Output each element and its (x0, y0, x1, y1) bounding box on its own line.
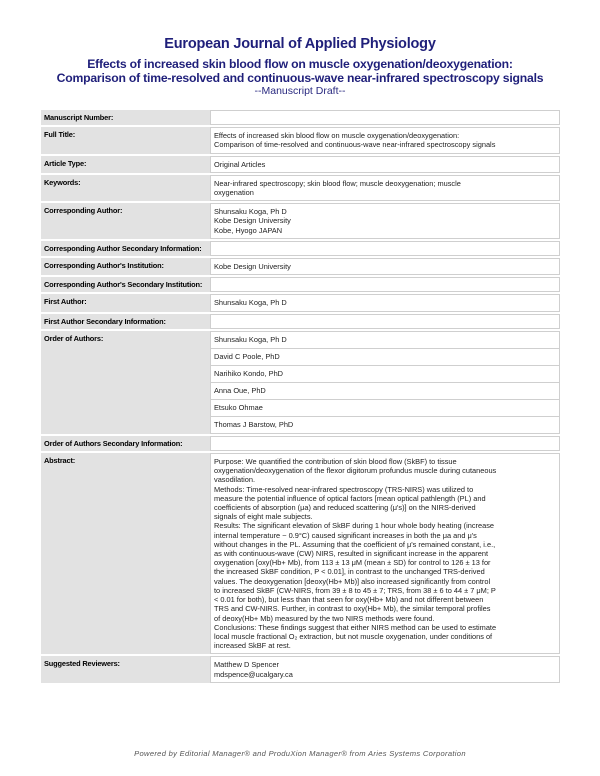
abstract-text (210, 453, 560, 654)
abstract-line: to increased SkBF (CW-NIRS, from 39 ± 8 to 45 ± 7; TRS, from 38 ± 6 to 44 ± 7 μM; P (214, 585, 496, 595)
label: Order of Authors Secondary Information: (41, 436, 210, 451)
author-item: Anna Oue, PhD (211, 383, 559, 400)
author-item: Thomas J Barstow, PhD (214, 419, 294, 429)
manuscript-info-table (41, 108, 560, 685)
article-title-line2: Comparison of time-resolved and continuous-wave near-infrared spectroscopy signals (56, 71, 544, 85)
value (210, 175, 560, 201)
value-line: Near-infrared spectroscopy; skin blood flow; muscle deoxygenation; muscle (214, 178, 461, 188)
label: Corresponding Author Secondary Information: (41, 241, 210, 256)
row-first-author (41, 294, 560, 311)
abstract-line: the increased SkBF condition, P < 0.01], in contrast to the unchanged TRS-derived (214, 567, 485, 577)
article-title-line1: Effects of increased skin blood flow on muscle oxygenation/deoxygenation: (87, 57, 513, 71)
abstract-line: TRS and CW-NIRS. Further, in contrast to oxy(Hb+ Mb), the similar temporal profiles (214, 604, 491, 614)
abstract-line: as with continuous-wave (CW) NIRS, resulted in significant increase in the apparent (214, 549, 488, 559)
value-line: oxygenation (214, 188, 254, 198)
value-line: Shunsaku Koga, Ph D (214, 207, 287, 217)
value (210, 314, 560, 329)
reviewer-name: Matthew D Spencer (214, 660, 279, 670)
label: Abstract: (41, 453, 210, 654)
abstract-line: Methods: Time-resolved near-infrared spectroscopy (TRS-NIRS) was utilized to (214, 484, 474, 494)
row-suggested-reviewers (41, 656, 560, 682)
row-manuscript-number (41, 110, 560, 125)
abstract-line: oxygenation/deoxygenation of the flexor digitorum profundus muscle during cutaneous (214, 466, 497, 476)
label: Order of Authors: (41, 331, 210, 434)
abstract-line: Purpose: We quantified the contribution of skin blood flow (SkBF) to tissue (214, 457, 457, 467)
value: Original Articles (210, 156, 560, 173)
value (210, 203, 560, 239)
value (210, 241, 560, 256)
abstract-line: internal temperature ~ 0.9°C) caused significant increases in both the μa and μ's (214, 530, 477, 540)
abstract-line: coefficients of absorption (μa) and reduced scattering (μ's)] on the NIRS-derived (214, 503, 476, 513)
label: Corresponding Author's Institution: (41, 258, 210, 275)
value (210, 436, 560, 451)
row-corresponding-secondary (41, 241, 560, 256)
abstract-line: Conclusions: These findings suggest that either NIRS method can be used to estimate (214, 622, 497, 632)
footer-powered-by: Powered by Editorial Manager® and ProduXion Manager® from Aries Systems Corporation (134, 749, 466, 758)
value (210, 277, 560, 292)
authors-list (210, 331, 560, 434)
label: Article Type: (41, 156, 210, 173)
label: Manuscript Number: (41, 110, 210, 125)
row-article-type (41, 156, 560, 173)
journal-name: European Journal of Applied Physiology (164, 36, 436, 52)
abstract-line: of deoxy(Hb+ Mb) measured by the two NIRS methods were found. (214, 613, 435, 623)
abstract-line: Results: The significant elevation of SkBF during 1 hour whole body heating (increase (214, 521, 495, 531)
manuscript-draft-label: --Manuscript Draft-- (254, 85, 346, 97)
reviewer-email: mdspence@ucalgary.ca (214, 669, 293, 679)
value-line: Kobe Design University (214, 216, 291, 226)
value: Kobe Design University (210, 258, 560, 275)
row-corresponding-author (41, 203, 560, 239)
label: Suggested Reviewers: (41, 656, 210, 682)
abstract-line: without changes in the PL. Assuming that the coefficient of μ's remained constant, i.e., (214, 539, 496, 549)
row-corresponding-institution (41, 258, 560, 275)
value (210, 656, 560, 682)
author-item: Etsuko Ohmae (211, 400, 559, 417)
abstract-line: < 0.01 for both), but less than that seen for oxy(Hb+ Mb) and not different between (214, 595, 484, 605)
value: Shunsaku Koga, Ph D (210, 294, 560, 311)
row-full-title (41, 127, 560, 153)
row-abstract (41, 453, 560, 654)
value-line: Kobe, Hyogo JAPAN (214, 225, 283, 235)
value-line: Effects of increased skin blood flow on muscle oxygenation/deoxygenation: (214, 131, 460, 141)
value (210, 110, 560, 125)
author-item: Shunsaku Koga, Ph D (211, 332, 559, 349)
row-order-of-authors (41, 331, 560, 434)
abstract-line: signals of eight male subjects. (214, 512, 313, 522)
value-line: Comparison of time-resolved and continuous-wave near-infrared spectroscopy signals (214, 140, 496, 150)
abstract-line: oxygenation [oxy(Hb+ Mb), from 113 ± 13 μM (mean ± SD) for control to 126 ± 13 for (214, 558, 491, 568)
label: Keywords: (41, 175, 210, 201)
row-order-secondary (41, 436, 560, 451)
value (210, 127, 560, 153)
abstract-line: measure the potential influence of optical factors [mean optical pathlength (PL) and (214, 493, 486, 503)
row-keywords (41, 175, 560, 201)
label: Full Title: (41, 127, 210, 153)
abstract-line: vasodilation. (214, 475, 256, 485)
abstract-line: local muscle fractional O₂ extraction, but not muscle oxygenation, under conditions of (214, 631, 493, 641)
row-corresponding-secondary-institution (41, 277, 560, 292)
row-first-author-secondary (41, 314, 560, 329)
label: First Author Secondary Information: (41, 314, 210, 329)
label: First Author: (41, 294, 210, 311)
label: Corresponding Author: (41, 203, 210, 239)
author-item: Narihiko Kondo, PhD (211, 366, 559, 383)
abstract-line: increased SkBF at rest. (214, 641, 291, 651)
author-item: David C Poole, PhD (211, 349, 559, 366)
label: Corresponding Author's Secondary Institution: (41, 277, 210, 292)
abstract-line: values. The deoxygenation [deoxy(Hb+ Mb)] also increased significantly from control (214, 576, 491, 586)
